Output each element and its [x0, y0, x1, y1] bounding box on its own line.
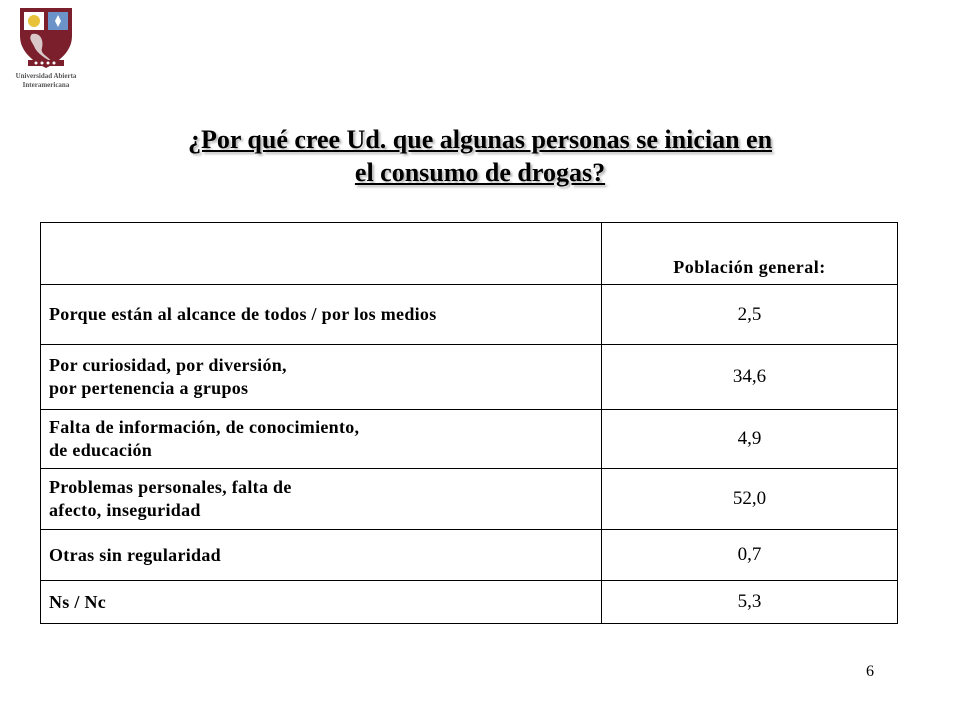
row-label: [41, 581, 602, 624]
row-label: [41, 410, 602, 469]
row-value: 4,9: [602, 410, 898, 469]
table-row: [41, 469, 898, 530]
row-label-line2: afecto, inseguridad: [49, 500, 201, 520]
university-logo: [8, 6, 84, 98]
row-value: 5,3: [602, 581, 898, 624]
row-value: 0,7: [602, 530, 898, 581]
header-label-cell: [41, 223, 602, 285]
row-label-line2: de educación: [49, 440, 153, 460]
table-row: [41, 410, 898, 469]
header-value-cell: Población general:: [602, 223, 898, 285]
row-label: [41, 469, 602, 530]
logo-caption: [8, 72, 84, 90]
row-value: 52,0: [602, 469, 898, 530]
logo-caption-line2: Interamericana: [22, 81, 70, 89]
row-label-line1: Problemas personales, falta de: [49, 477, 292, 497]
row-label-line1: Porque están al alcance de todos / por los medios: [49, 304, 437, 324]
row-label-line2: por pertenencia a grupos: [49, 378, 249, 398]
table-row: [41, 530, 898, 581]
table-row: [41, 285, 898, 345]
results-table: [40, 222, 898, 624]
title-line1: ¿Por qué cree Ud. que algunas personas se inician en: [187, 125, 773, 154]
row-value: 34,6: [602, 345, 898, 410]
shield-icon: [18, 6, 74, 70]
row-label: [41, 530, 602, 581]
row-label: [41, 345, 602, 410]
table-row: [41, 345, 898, 410]
row-value: 2,5: [602, 285, 898, 345]
table-header-row: [41, 223, 898, 285]
row-label-line1: Falta de información, de conocimiento,: [49, 417, 360, 437]
page-title: [0, 123, 960, 189]
row-label-line1: Ns / Nc: [49, 591, 107, 612]
table-row: [41, 581, 898, 624]
title-line2: el consumo de drogas?: [354, 158, 606, 187]
page-number: 6: [866, 663, 874, 680]
row-label-line1: Por curiosidad, por diversión,: [49, 355, 287, 375]
logo-caption-line1: Universidad Abierta: [15, 72, 77, 80]
row-label: [41, 285, 602, 345]
row-label-line1: Otras sin regularidad: [49, 544, 221, 565]
